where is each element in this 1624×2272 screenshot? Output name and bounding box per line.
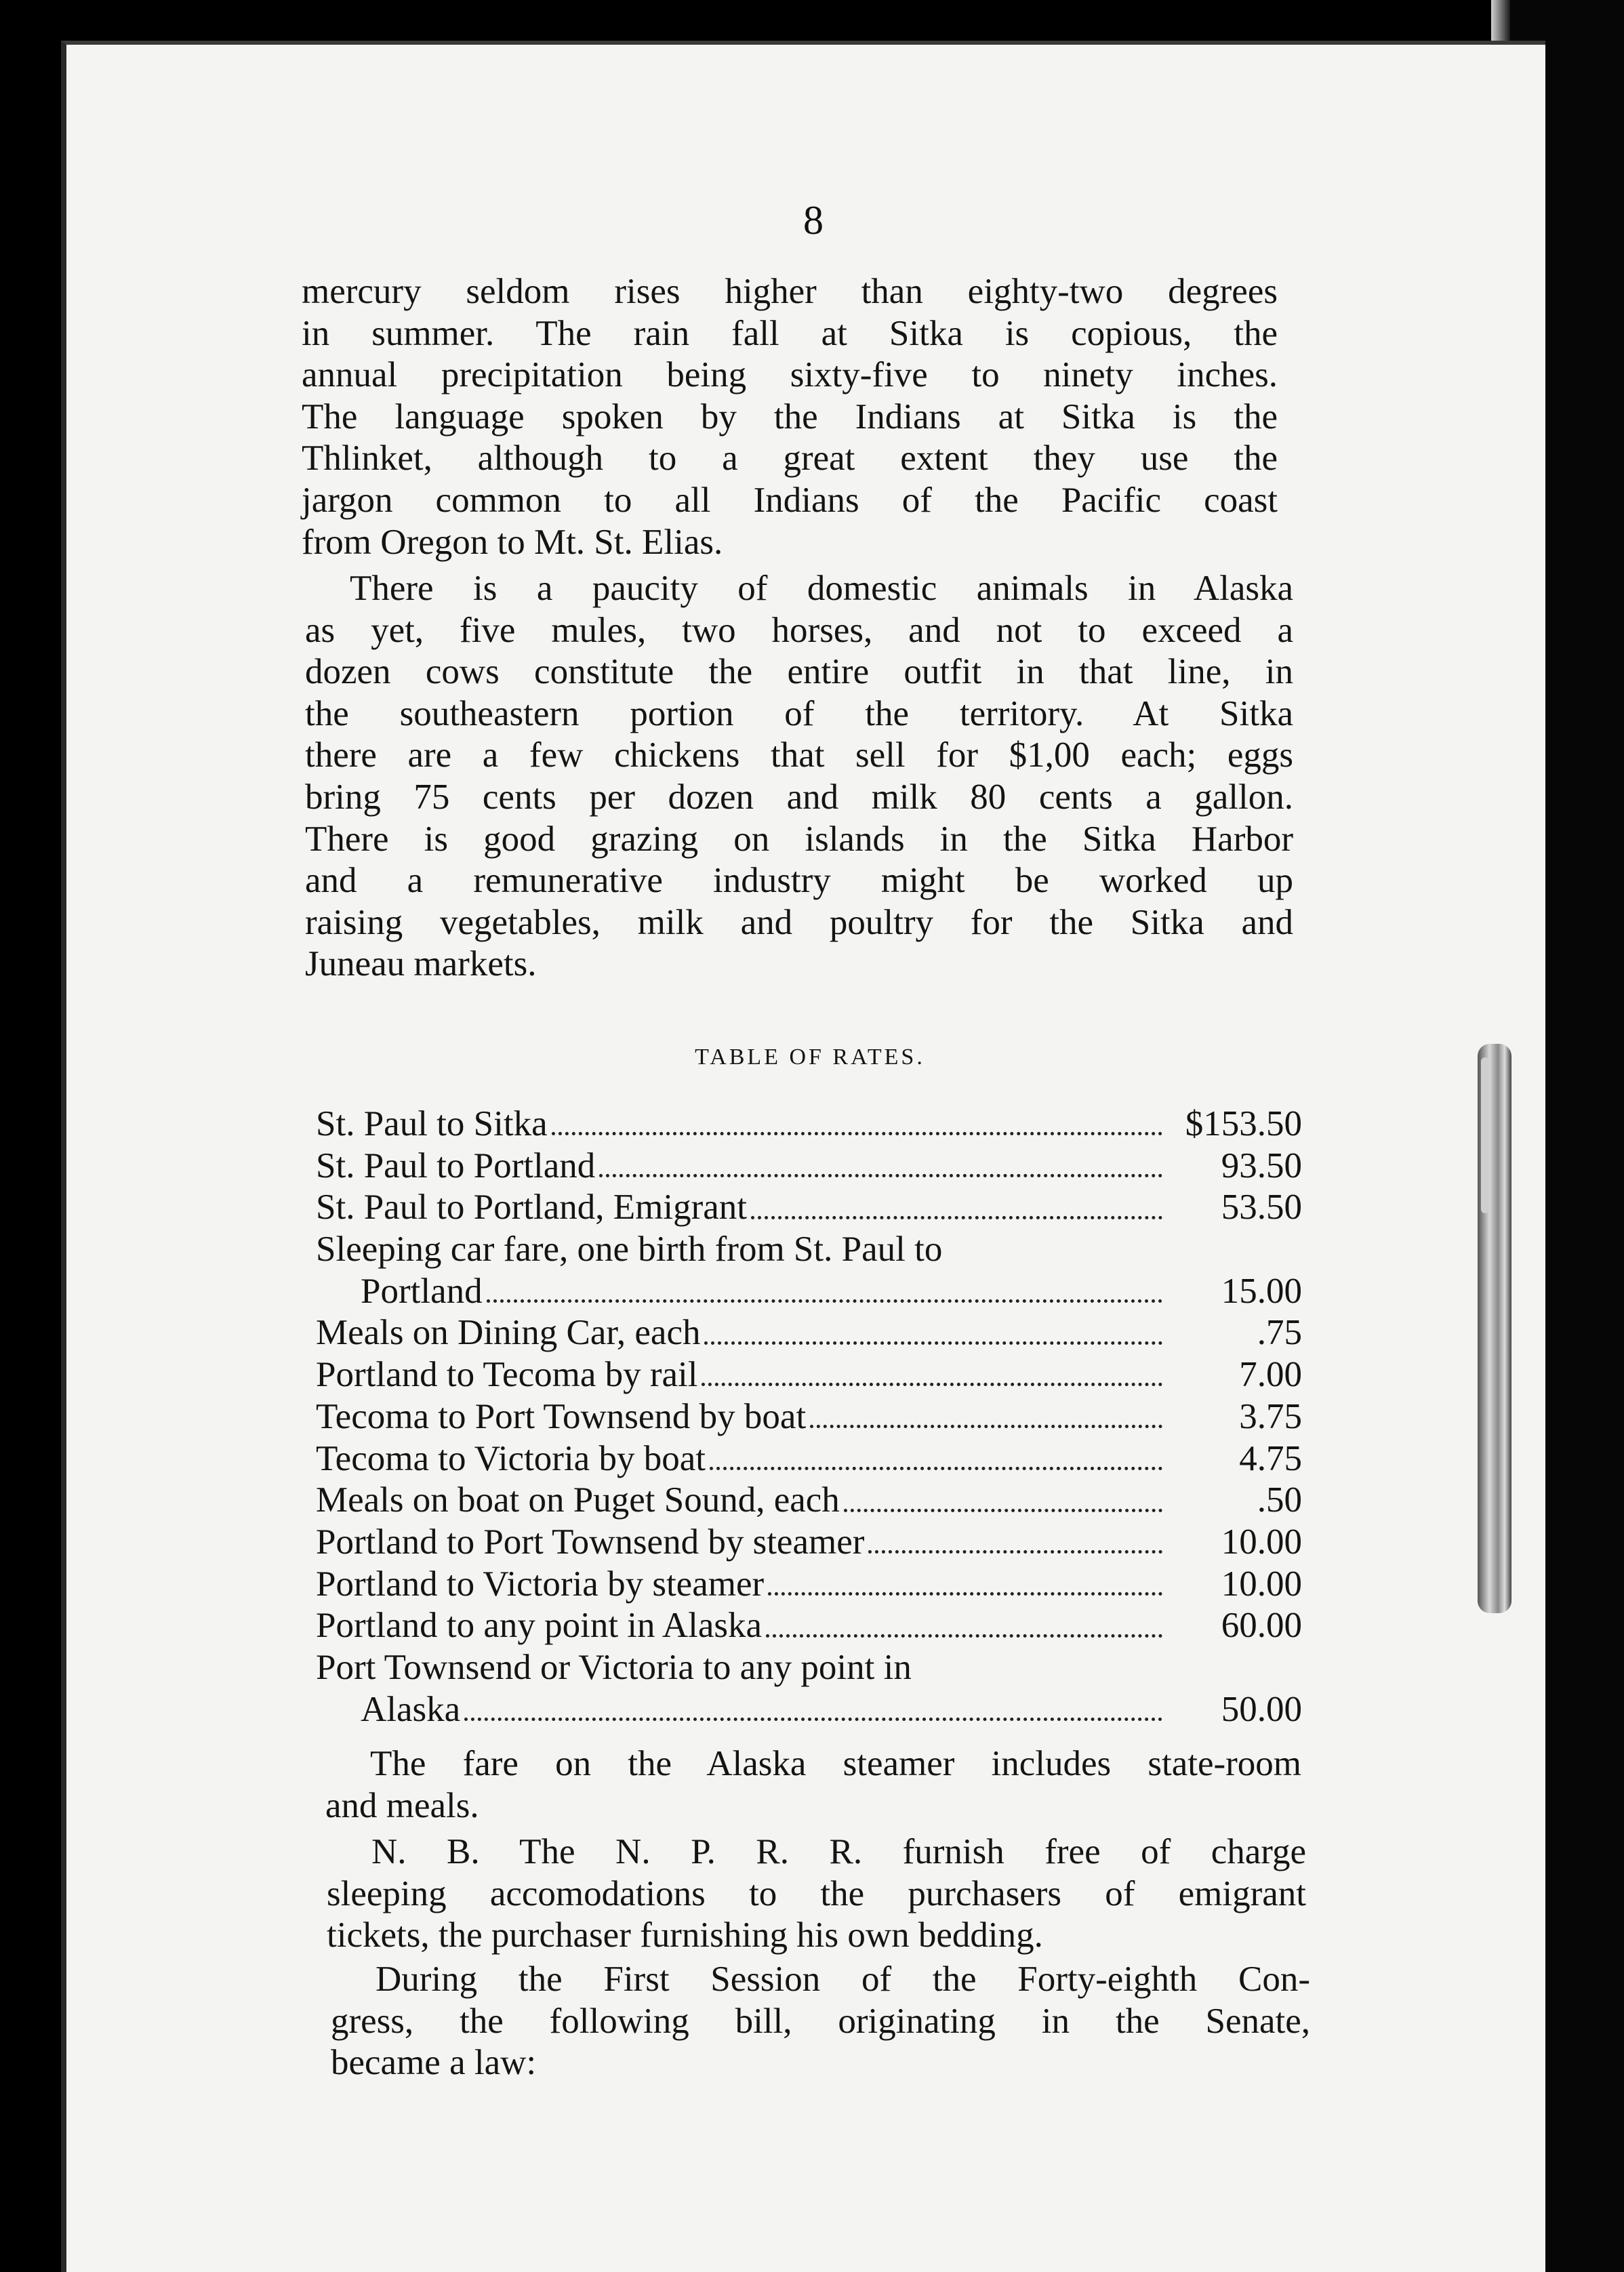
text-line: tickets, the purchaser furnishing his own bedding. (327, 1915, 1043, 1955)
rate-amount: .75 (1257, 1313, 1302, 1353)
rate-label: Portland to Port Townsend by steamer (316, 1522, 865, 1562)
rate-row (316, 1312, 1302, 1354)
rate-amount: 3.75 (1239, 1396, 1302, 1436)
dot-leader (766, 1634, 1162, 1638)
rate-label: Meals on Dining Car, each (316, 1313, 701, 1353)
text-line: the southeastern portion of the territory. At Sitka (305, 693, 1293, 733)
text-line: Juneau markets. (305, 944, 537, 984)
rate-row (316, 1605, 1302, 1647)
rate-row (316, 1145, 1302, 1188)
page-number: 8 (803, 198, 824, 243)
rate-row (316, 1480, 1302, 1522)
text-line: bring 75 cents per dozen and milk 80 cents a gallon. (305, 777, 1293, 817)
text-line: there are a few chickens that sell for $1,00 each; eggs (305, 735, 1293, 775)
rate-amount: 15.00 (1221, 1271, 1302, 1311)
text-line: annual precipitation being sixty-five to ninety inches. (302, 355, 1278, 395)
text-line: raising vegetables, milk and poultry for the Sitka and (305, 902, 1293, 942)
rate-label: Portland to Tecoma by rail (316, 1355, 698, 1395)
binding-cord-highlight (1481, 1057, 1489, 1213)
rate-label: St. Paul to Sitka (316, 1104, 548, 1143)
rate-row (316, 1647, 1302, 1689)
rate-label: Portland to Victoria by steamer (316, 1564, 765, 1604)
rate-amount: 50.00 (1221, 1689, 1302, 1729)
rate-label: Meals on boat on Puget Sound, each (316, 1480, 840, 1520)
dot-leader (751, 1216, 1162, 1219)
dot-leader (768, 1592, 1162, 1596)
text-line: as yet, five mules, two horses, and not to exceed a (305, 610, 1293, 650)
dot-leader (868, 1550, 1162, 1554)
rate-label: St. Paul to Portland, Emigrant (316, 1188, 747, 1228)
dot-leader (702, 1383, 1162, 1386)
rate-row (316, 1354, 1302, 1396)
rate-label: Tecoma to Port Townsend by boat (316, 1396, 807, 1436)
paragraph-steamer-fare (325, 1743, 1301, 1827)
rate-row (316, 1103, 1302, 1145)
rate-label: Sleeping car fare, one birth from St. Paul to (316, 1230, 943, 1270)
text-line: mercury seldom rises higher than eighty-two degrees (302, 272, 1278, 311)
rate-row (316, 1187, 1302, 1229)
rate-label: St. Paul to Portland (316, 1145, 596, 1185)
dot-leader (464, 1718, 1162, 1721)
text-line: There is a paucity of domestic animals in Alaska (350, 569, 1293, 608)
rate-label: Portland to any point in Alaska (316, 1606, 763, 1646)
paragraph-nb (327, 1831, 1306, 1957)
rate-amount: 4.75 (1239, 1438, 1302, 1478)
text-line: and meals. (325, 1785, 479, 1825)
rate-amount: 7.00 (1239, 1355, 1302, 1395)
text-line: N. B. The N. P. R. R. furnish free of charge (371, 1832, 1306, 1871)
rate-amount: 10.00 (1221, 1564, 1302, 1604)
text-line: There is good grazing on islands in the Sitka Harbor (305, 819, 1293, 859)
paragraph-climate (302, 271, 1278, 563)
dot-leader (844, 1509, 1162, 1512)
text-line: The fare on the Alaska steamer includes state-room (370, 1744, 1301, 1783)
dot-leader (704, 1341, 1162, 1345)
text-line: gress, the following bill, originating in the Senate, (331, 2001, 1310, 2041)
dot-leader (599, 1174, 1162, 1177)
rate-row (316, 1396, 1302, 1438)
rate-amount: 10.00 (1221, 1522, 1302, 1562)
rate-row (316, 1689, 1302, 1731)
rate-amount: 60.00 (1221, 1606, 1302, 1646)
rate-row (316, 1438, 1302, 1480)
text-line: Thlinket, although to a great extent they use the (302, 439, 1278, 479)
text-line: The language spoken by the Indians at Sitka is the (302, 397, 1278, 437)
dot-leader (810, 1425, 1162, 1428)
text-line: and a remunerative industry might be worked up (305, 861, 1293, 901)
rate-label: Tecoma to Victoria by boat (316, 1438, 706, 1478)
text-line: jargon common to all Indians of the Pacific coast (302, 480, 1278, 520)
rate-row (316, 1564, 1302, 1606)
paragraph-domestic-animals (305, 568, 1293, 986)
rate-amount: 53.50 (1221, 1188, 1302, 1228)
rate-amount: $153.50 (1185, 1104, 1302, 1143)
rates-table (316, 1103, 1302, 1730)
rate-row (316, 1522, 1302, 1564)
rate-label: Portland (361, 1271, 483, 1311)
text-line: became a law: (331, 2043, 537, 2083)
rate-label: Port Townsend or Victoria to any point in (316, 1647, 912, 1687)
text-line: in summer. The rain fall at Sitka is copious, the (302, 313, 1278, 353)
rate-label: Alaska (361, 1689, 461, 1729)
text-line: sleeping accomodations to the purchasers of emigrant (327, 1873, 1306, 1913)
rate-row (316, 1271, 1302, 1313)
dot-leader (487, 1299, 1162, 1303)
dot-leader (710, 1467, 1162, 1470)
dot-leader (552, 1132, 1162, 1135)
text-line: from Oregon to Mt. St. Elias. (302, 522, 723, 562)
table-title: TABLE OF RATES. (695, 1044, 925, 1070)
text-line: During the First Session of the Forty-eighth Con- (375, 1960, 1310, 1999)
rate-amount: 93.50 (1221, 1145, 1302, 1185)
text-line: dozen cows constitute the entire outfit in that line, in (305, 652, 1293, 692)
rate-row (316, 1229, 1302, 1271)
rate-amount: .50 (1257, 1480, 1302, 1520)
paragraph-congress (331, 1959, 1310, 2084)
